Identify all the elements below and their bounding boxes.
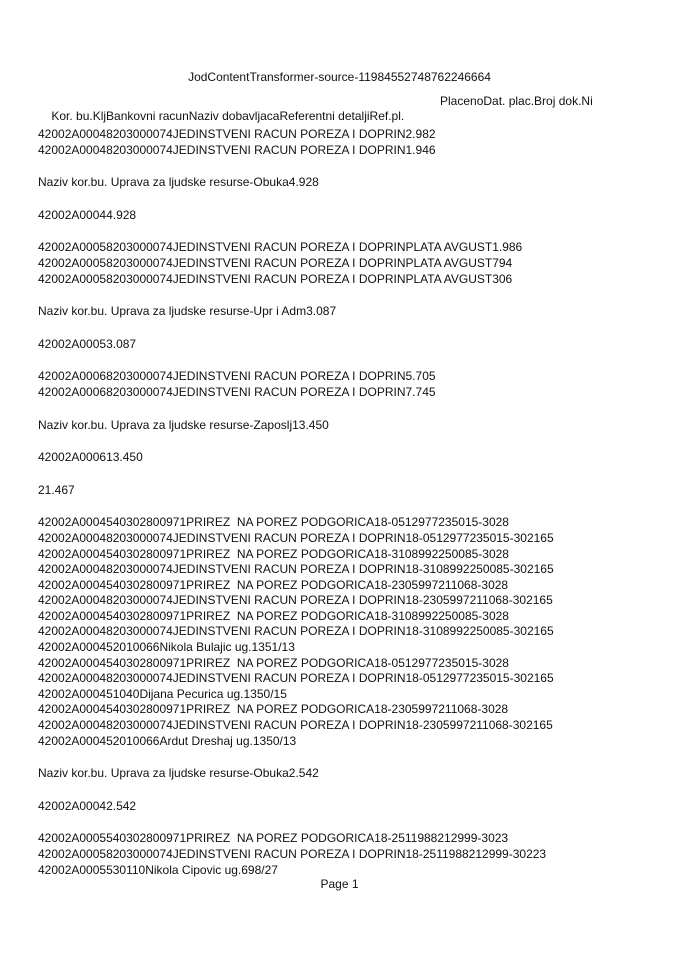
text-line: 42002A000451040Dijana Pecurica ug.1350/15	[38, 686, 287, 701]
document-title: JodContentTransformer-source-11984552748762246664	[188, 70, 491, 84]
text-line: 42002A00058203000074JEDINSTVENI RACUN POREZA I DOPRINPLATA AVGUST306	[38, 271, 513, 286]
text-block	[38, 418, 669, 434]
text-line: 42002A000452010066Ardut Dreshaj ug.1350/13	[38, 733, 297, 748]
text-line: 42002A00048203000074JEDINSTVENI RACUN POREZA I DOPRIN1.946	[38, 142, 436, 157]
text-line: 21.467	[38, 482, 75, 497]
text-line: Naziv kor.bu. Uprava za ljudske resurse-Obuka2.542	[38, 766, 319, 781]
text-line: 42002A00068203000074JEDINSTVENI RACUN POREZA I DOPRIN5.705	[38, 369, 436, 384]
text-line: 42002A00048203000074JEDINSTVENI RACUN POREZA I DOPRIN18-3108992250085-302165	[38, 562, 554, 577]
text-line: 42002A0004540302800971PRIREZ NA POREZ PODGORICA18-0512977235015-3028	[38, 655, 509, 670]
text-line: 42002A0004540302800971PRIREZ NA POREZ PODGORICA18-3108992250085-3028	[38, 608, 509, 623]
text-line: 42002A00048203000074JEDINSTVENI RACUN POREZA I DOPRIN18-2305997211068-302165	[38, 593, 553, 608]
text-block	[38, 175, 669, 191]
text-line: 42002A000613.450	[38, 450, 143, 465]
text-line: Naziv kor.bu. Uprava za ljudske resurse-Zaposlj13.450	[38, 417, 329, 432]
text-line: 42002A00048203000074JEDINSTVENI RACUN POREZA I DOPRIN2.982	[38, 127, 436, 141]
text-line: 42002A00044.928	[38, 207, 137, 222]
text-line: 42002A0005530110Nikola Cipovic ug.698/27	[38, 862, 278, 877]
text-line: 42002A00048203000074JEDINSTVENI RACUN POREZA I DOPRIN18-0512977235015-302165	[38, 671, 554, 686]
text-line: Naziv kor.bu. Uprava za ljudske resurse-Obuka4.928	[38, 175, 319, 190]
text-line: 42002A0005540302800971PRIREZ NA POREZ PODGORICA18-2511988212999-3023	[38, 831, 509, 846]
text-line: 42002A00058203000074JEDINSTVENI RACUN POREZA I DOPRINPLATA AVGUST1.986	[38, 240, 523, 255]
text-block	[38, 450, 669, 466]
text-block	[38, 483, 669, 499]
text-block	[38, 515, 669, 749]
text-block	[38, 369, 669, 400]
document-body	[38, 127, 669, 895]
text-block	[38, 304, 669, 320]
text-block	[38, 240, 669, 287]
text-line: 42002A00048203000074JEDINSTVENI RACUN POREZA I DOPRIN18-0512977235015-302165	[38, 530, 554, 545]
text-line: 42002A00058203000074JEDINSTVENI RACUN POREZA I DOPRINPLATA AVGUST794	[38, 255, 513, 270]
text-line: 42002A0004540302800971PRIREZ NA POREZ PODGORICA18-3108992250085-3028	[38, 546, 509, 561]
text-line: 42002A0004540302800971PRIREZ NA POREZ PODGORICA18-0512977235015-3028	[38, 515, 509, 530]
text-line: 42002A0004540302800971PRIREZ NA POREZ PODGORICA18-2305997211068-3028	[38, 702, 509, 717]
text-line: Naziv kor.bu. Uprava za ljudske resurse-Upr i Adm3.087	[38, 304, 337, 319]
text-line: 42002A00048203000074JEDINSTVENI RACUN POREZA I DOPRIN18-3108992250085-302165	[38, 624, 554, 639]
text-line: 42002A00053.087	[38, 336, 137, 351]
text-line: 42002A000452010066Nikola Bulajic ug.1351/13	[38, 640, 295, 655]
text-block	[38, 337, 669, 353]
column-header-right: PlacenoDat. plac.Broj dok.Ni	[440, 94, 593, 108]
page-number: Page 1	[320, 877, 359, 891]
text-line: 42002A00068203000074JEDINSTVENI RACUN POREZA I DOPRIN7.745	[38, 384, 436, 399]
text-line: 42002A00042.542	[38, 798, 137, 813]
text-block	[38, 208, 669, 224]
column-header-left: Kor. bu.KljBankovni racunNaziv dobavljacaReferentni detaljiRef.pl.	[51, 109, 405, 123]
text-block	[38, 766, 669, 782]
text-line: 42002A00048203000074JEDINSTVENI RACUN POREZA I DOPRIN18-2305997211068-302165	[38, 718, 553, 733]
text-line: 42002A00058203000074JEDINSTVENI RACUN POREZA I DOPRIN18-2511988212999-30223	[38, 847, 547, 861]
text-block	[38, 831, 669, 878]
text-block	[38, 127, 669, 158]
text-block	[38, 799, 669, 815]
text-line: 42002A0004540302800971PRIREZ NA POREZ PODGORICA18-2305997211068-3028	[38, 577, 509, 592]
